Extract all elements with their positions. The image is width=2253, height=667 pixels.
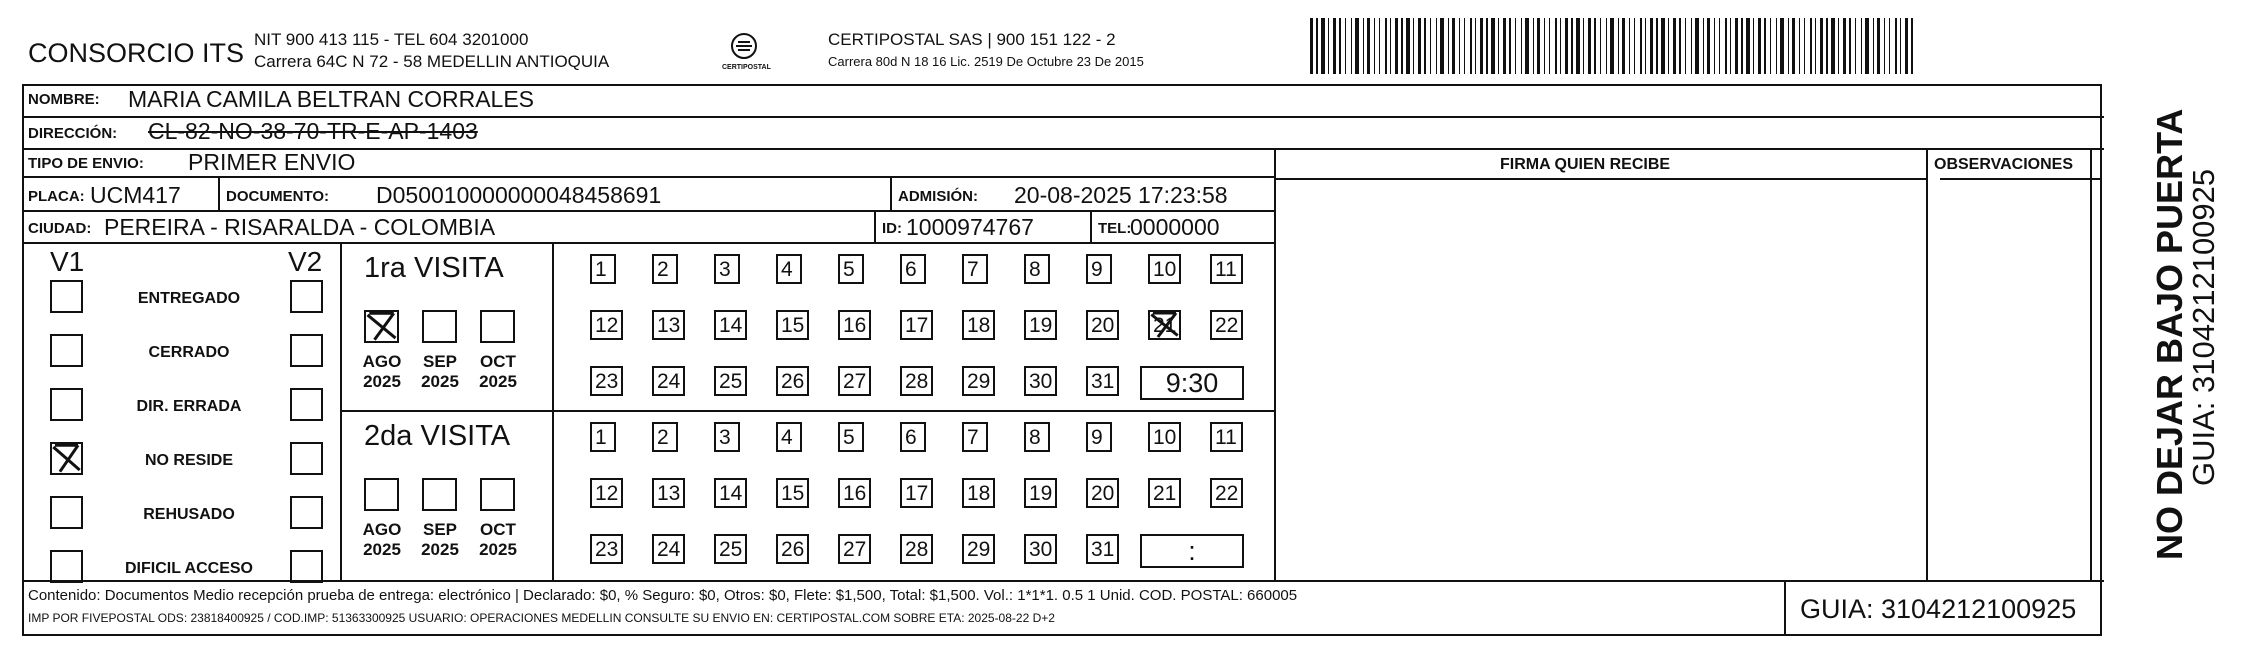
barcode-bar — [1679, 18, 1681, 74]
barcode-bar — [1328, 18, 1329, 74]
barcode-bar — [1525, 18, 1529, 74]
day-box[interactable]: 24 — [652, 366, 685, 396]
id-label: ID: — [882, 220, 902, 237]
day-box[interactable]: 28 — [900, 534, 933, 564]
barcode-bar — [1719, 18, 1720, 74]
barcode-bar — [1583, 18, 1584, 74]
barcode-bar — [1622, 18, 1625, 74]
day-box[interactable]: 14 — [714, 478, 747, 508]
day-box[interactable]: 23 — [590, 366, 623, 396]
address-label: DIRECCIÓN: — [28, 125, 118, 142]
v2-checkbox[interactable] — [290, 388, 323, 421]
day-box[interactable]: 17 — [900, 310, 933, 340]
barcode-bar — [1544, 18, 1545, 74]
barcode-bar — [1861, 18, 1862, 74]
barcode-bar — [1406, 18, 1410, 74]
footer-guia: GUIA: 3104212100925 — [1800, 594, 2077, 624]
barcode-bar — [1374, 18, 1375, 74]
barcode-bar — [1792, 18, 1795, 74]
day-box[interactable]: 22 — [1210, 310, 1243, 340]
status-label: NO RESIDE — [144, 452, 233, 469]
document-value: D050010000000048458691 — [376, 182, 662, 208]
barcode-bar — [1395, 18, 1398, 74]
status-label: CERRADO — [148, 344, 230, 361]
day-box[interactable]: 17 — [900, 478, 933, 508]
month-checkbox[interactable] — [364, 478, 399, 511]
day-box[interactable]: 26 — [776, 534, 809, 564]
barcode-bar — [1363, 18, 1364, 74]
barcode-bar — [1571, 18, 1573, 74]
day-box[interactable]: 7 — [962, 254, 988, 284]
certipostal-logo — [718, 30, 770, 76]
status-label: ENTREGADO — [137, 290, 241, 307]
barcode-bar — [1640, 18, 1642, 74]
barcode-bar — [1668, 18, 1669, 74]
carrier-line: CERTIPOSTAL SAS | 900 151 122 - 2 — [828, 30, 1116, 49]
day-box[interactable]: 31 — [1086, 366, 1119, 396]
document-label: DOCUMENTO: — [226, 188, 330, 205]
visit-time-field[interactable]: : — [1140, 534, 1244, 568]
recipient-name: MARIA CAMILA BELTRAN CORRALES — [128, 86, 535, 112]
barcode-bar — [1838, 18, 1839, 74]
barcode-bar — [1746, 18, 1750, 74]
v2-header: V2 — [288, 246, 323, 277]
barcode-bar — [1491, 18, 1495, 74]
day-box[interactable]: 27 — [838, 534, 871, 564]
barcode-bar — [1600, 18, 1601, 74]
year-label: 2025 — [421, 372, 459, 391]
barcode-bar — [1804, 18, 1805, 74]
day-box[interactable]: 25 — [714, 534, 747, 564]
v2-checkbox[interactable] — [290, 334, 323, 367]
month-checkbox[interactable] — [422, 310, 457, 343]
day-box[interactable]: 6 — [900, 422, 926, 452]
status-label: DIR. ERRADA — [136, 398, 242, 415]
day-box[interactable]: 18 — [962, 478, 995, 508]
barcode-bar — [1515, 18, 1516, 74]
barcode-bar — [1385, 18, 1387, 74]
year-label: 2025 — [421, 540, 459, 559]
admission-label: ADMISIÓN: — [898, 188, 978, 205]
v2-checkbox[interactable] — [290, 550, 323, 583]
day-box[interactable]: 27 — [838, 366, 871, 396]
day-box[interactable]: 2 — [652, 422, 678, 452]
day-box[interactable]: 13 — [652, 478, 685, 508]
barcode-bar — [1776, 18, 1777, 74]
barcode-bar — [1820, 18, 1823, 74]
barcode-bar — [1430, 18, 1431, 74]
day-box[interactable]: 8 — [1024, 422, 1050, 452]
day-box[interactable]: 16 — [838, 310, 871, 340]
month-check-mark — [364, 310, 399, 343]
month-label: AGO — [362, 520, 402, 539]
barcode-bar — [1413, 18, 1414, 74]
barcode-bar — [1576, 18, 1580, 74]
barcode-bar — [1661, 18, 1665, 74]
month-label: OCT — [480, 352, 516, 371]
v1-checkbox[interactable] — [50, 388, 83, 421]
status-label: REHUSADO — [143, 506, 235, 523]
barcode-bar — [1780, 18, 1784, 74]
year-label: 2025 — [479, 372, 517, 391]
barcode-bar — [1424, 18, 1426, 74]
tel-label: TEL: — [1098, 220, 1132, 237]
barcode-bar — [1448, 18, 1449, 74]
day-box[interactable]: 23 — [590, 534, 623, 564]
day-box[interactable]: 25 — [714, 366, 747, 396]
barcode-bar — [1533, 18, 1534, 74]
barcode-bar — [1691, 18, 1692, 74]
barcode-bar — [1355, 18, 1359, 74]
year-label: 2025 — [479, 540, 517, 559]
day-box[interactable]: 22 — [1210, 478, 1243, 508]
barcode-bar — [1418, 18, 1421, 74]
barcode-bar — [1826, 18, 1828, 74]
day-box[interactable]: 3 — [714, 254, 740, 284]
barcode-bar — [1498, 18, 1499, 74]
visit-title: 1ra VISITA — [364, 252, 504, 284]
v2-checkbox[interactable] — [290, 280, 323, 313]
barcode-bar — [1588, 18, 1591, 74]
month-checkbox[interactable] — [422, 478, 457, 511]
day-box[interactable]: 5 — [838, 422, 864, 452]
day-box[interactable]: 26 — [776, 366, 809, 396]
day-box[interactable]: 7 — [962, 422, 988, 452]
barcode-bar — [1509, 18, 1511, 74]
barcode-bar — [1695, 18, 1699, 74]
barcode-bar — [1316, 18, 1318, 74]
barcode-bar — [1753, 18, 1754, 74]
barcode-bar — [1770, 18, 1771, 74]
v1-checkbox[interactable] — [50, 550, 83, 583]
month-label: OCT — [480, 520, 516, 539]
name-label: NOMBRE: — [28, 91, 100, 108]
address-line: Carrera 64C N 72 - 58 MEDELLIN ANTIOQUIA — [254, 52, 610, 71]
day-box[interactable]: 12 — [590, 310, 623, 340]
barcode-bar — [1758, 18, 1761, 74]
barcode-bar — [1618, 18, 1619, 74]
nit-line: NIT 900 413 115 - TEL 604 3201000 — [254, 30, 529, 49]
barcode-bar — [1486, 18, 1488, 74]
v2-checkbox[interactable] — [290, 496, 323, 529]
barcode-bar — [1379, 18, 1380, 74]
side-guia: GUIA: 3104212100925 — [2186, 168, 2221, 486]
day-box[interactable]: 8 — [1024, 254, 1050, 284]
day-box[interactable]: 18 — [962, 310, 995, 340]
month-checkbox[interactable] — [480, 478, 515, 511]
day-box[interactable]: 6 — [900, 254, 926, 284]
month-label: SEP — [422, 352, 458, 371]
day-box[interactable]: 28 — [900, 366, 933, 396]
day-box[interactable]: 9 — [1086, 254, 1112, 284]
barcode-bar — [1459, 18, 1460, 74]
barcode-bar — [1629, 18, 1630, 74]
barcode-bar — [1503, 18, 1506, 74]
recipient-address: CL-82-NO-38-70-TR-E-AP-1403 — [148, 118, 478, 144]
visit-time-field[interactable]: 9:30 — [1140, 366, 1244, 400]
barcode-bar — [1339, 18, 1341, 74]
barcode-bar — [1656, 18, 1658, 74]
license-line: Carrera 80d N 18 16 Lic. 2519 De Octubre 23 De 2015 — [828, 54, 1144, 69]
day-box[interactable]: 15 — [776, 478, 809, 508]
barcode-bar — [1685, 18, 1686, 74]
barcode-bar — [1537, 18, 1540, 74]
barcode-bar — [1714, 18, 1715, 74]
barcode-bar — [1831, 18, 1835, 74]
barcode-bar — [1367, 18, 1370, 74]
barcode-bar — [1707, 18, 1710, 74]
shipment-type-label: TIPO DE ENVIO: — [28, 155, 144, 172]
barcode-bar — [1730, 18, 1731, 74]
day-box[interactable]: 14 — [714, 310, 747, 340]
day-box[interactable]: 2 — [652, 254, 678, 284]
day-box[interactable]: 20 — [1086, 310, 1119, 340]
barcode-bar — [1884, 18, 1885, 74]
observations-column-header: OBSERVACIONES — [1934, 156, 2073, 173]
day-box[interactable]: 29 — [962, 366, 995, 396]
day-box[interactable]: 30 — [1024, 534, 1057, 564]
day-box[interactable]: 30 — [1024, 366, 1057, 396]
year-label: 2025 — [363, 372, 401, 391]
day-box[interactable]: 21 — [1148, 310, 1181, 340]
barcode-bar — [1725, 18, 1727, 74]
barcode-bar — [1895, 18, 1897, 74]
day-box[interactable]: 13 — [652, 310, 685, 340]
barcode-bar — [1703, 18, 1704, 74]
barcode-bar — [1799, 18, 1800, 74]
barcode-bar — [1673, 18, 1676, 74]
barcode-bar — [1464, 18, 1465, 74]
admission-value: 20-08-2025 17:23:58 — [1014, 182, 1228, 208]
v1-checkbox[interactable] — [50, 496, 83, 529]
barcode-bar — [1321, 18, 1325, 74]
day-box[interactable]: 31 — [1086, 534, 1119, 564]
day-box[interactable]: 12 — [590, 478, 623, 508]
day-box[interactable]: 9 — [1086, 422, 1112, 452]
barcode-bar — [1900, 18, 1901, 74]
plate-value: UCM417 — [90, 182, 181, 208]
barcode-bar — [1877, 18, 1880, 74]
company-name: CONSORCIO ITS — [28, 38, 245, 68]
barcode-bar — [1549, 18, 1550, 74]
day-box[interactable]: 19 — [1024, 310, 1057, 340]
barcode-bar — [1480, 18, 1483, 74]
month-label: SEP — [422, 520, 458, 539]
barcode-bar — [1905, 18, 1908, 74]
v1-header: V1 — [50, 246, 85, 277]
day-box[interactable]: 10 — [1148, 254, 1181, 284]
day-box[interactable]: 16 — [838, 478, 871, 508]
barcode-bar — [1436, 18, 1437, 74]
barcode-bar — [1634, 18, 1635, 74]
barcode-bar — [1741, 18, 1743, 74]
barcode-bar — [1560, 18, 1561, 74]
day-box[interactable]: 19 — [1024, 478, 1057, 508]
barcode-bar — [1764, 18, 1766, 74]
logo-text: CERTIPOSTAL — [722, 64, 771, 71]
v1-check-mark — [50, 442, 83, 475]
barcode-bar — [1401, 18, 1403, 74]
day-box[interactable]: 5 — [838, 254, 864, 284]
city-value: PEREIRA - RISARALDA - COLOMBIA — [104, 214, 496, 240]
year-label: 2025 — [363, 540, 401, 559]
tel-value: 0000000 — [1130, 214, 1220, 240]
barcode-bar — [1521, 18, 1522, 74]
footer-imp-line: IMP POR FIVEPOSTAL ODS: 23818400925 / COD.IMP: 51363300925 USUARIO: OPERACIONES MEDELLIN CONSULTE SU ENVIO EN: CERTIPOSTAL.COM SOBRE ETA: 2025-08-22 D+2 — [28, 611, 1055, 625]
footer-content-line: Contenido: Documentos Medio recepción prueba de entrega: electrónico | Declarado: $0, % Seguro: $0, Otros: $0, Flete: $1,500, Total: $1,500. Vol.: 1*1*1. 0.5 1 Unid. COD. POSTAL: 660005 — [28, 587, 1298, 604]
city-label: CIUDAD: — [28, 220, 92, 237]
visit-title: 2da VISITA — [364, 420, 511, 452]
barcode-bar — [1565, 18, 1568, 74]
side-warning: NO DEJAR BAJO PUERTA — [2149, 108, 2190, 560]
barcode-bar — [1865, 18, 1869, 74]
signature-column-header: FIRMA QUIEN RECIBE — [1500, 156, 1671, 173]
barcode-bar — [1351, 18, 1352, 74]
day-box[interactable]: 29 — [962, 534, 995, 564]
barcode-bar — [1452, 18, 1455, 74]
barcode-bar — [1333, 18, 1336, 74]
day-box[interactable]: 1 — [590, 422, 616, 452]
status-label: DIFICIL ACCESO — [124, 560, 253, 577]
barcode-bar — [1390, 18, 1391, 74]
v1-checkbox[interactable] — [50, 280, 83, 313]
day-box[interactable]: 24 — [652, 534, 685, 564]
barcode-bar — [1843, 18, 1846, 74]
barcode-bar — [1440, 18, 1444, 74]
barcode-bar — [1555, 18, 1557, 74]
plate-label: PLACA: — [28, 188, 85, 205]
barcode-bar — [1810, 18, 1812, 74]
barcode-bar — [1889, 18, 1890, 74]
day-box[interactable]: 15 — [776, 310, 809, 340]
month-label: AGO — [362, 352, 402, 371]
barcode-bar — [1606, 18, 1607, 74]
barcode-bar — [1475, 18, 1476, 74]
barcode-bar — [1610, 18, 1614, 74]
barcode-bar — [1650, 18, 1653, 74]
barcode-bar — [1345, 18, 1346, 74]
barcode-bar — [1594, 18, 1596, 74]
day-box[interactable]: 3 — [714, 422, 740, 452]
barcode-bar — [1788, 18, 1789, 74]
day-box[interactable]: 4 — [776, 254, 802, 284]
barcode-bar — [1873, 18, 1874, 74]
day-check-mark — [1148, 310, 1181, 340]
day-box[interactable]: 4 — [776, 422, 802, 452]
day-box[interactable]: 21 — [1148, 478, 1181, 508]
barcode-bar — [1855, 18, 1856, 74]
day-box[interactable]: 11 — [1210, 254, 1243, 284]
id-value: 1000974767 — [906, 214, 1034, 240]
barcode — [1310, 18, 1920, 78]
barcode-bar — [1849, 18, 1851, 74]
v2-checkbox[interactable] — [290, 442, 323, 475]
shipment-type: PRIMER ENVIO — [188, 149, 356, 175]
barcode-bar — [1470, 18, 1472, 74]
v1-checkbox[interactable] — [50, 334, 83, 367]
barcode-bar — [1310, 18, 1313, 74]
barcode-bar — [1815, 18, 1816, 74]
barcode-bar — [1645, 18, 1646, 74]
barcode-bar — [1735, 18, 1738, 74]
month-checkbox[interactable] — [480, 310, 515, 343]
day-box[interactable]: 1 — [590, 254, 616, 284]
day-box[interactable]: 11 — [1210, 422, 1243, 452]
day-box[interactable]: 20 — [1086, 478, 1119, 508]
barcode-bar — [1911, 18, 1913, 74]
day-box[interactable]: 10 — [1148, 422, 1181, 452]
